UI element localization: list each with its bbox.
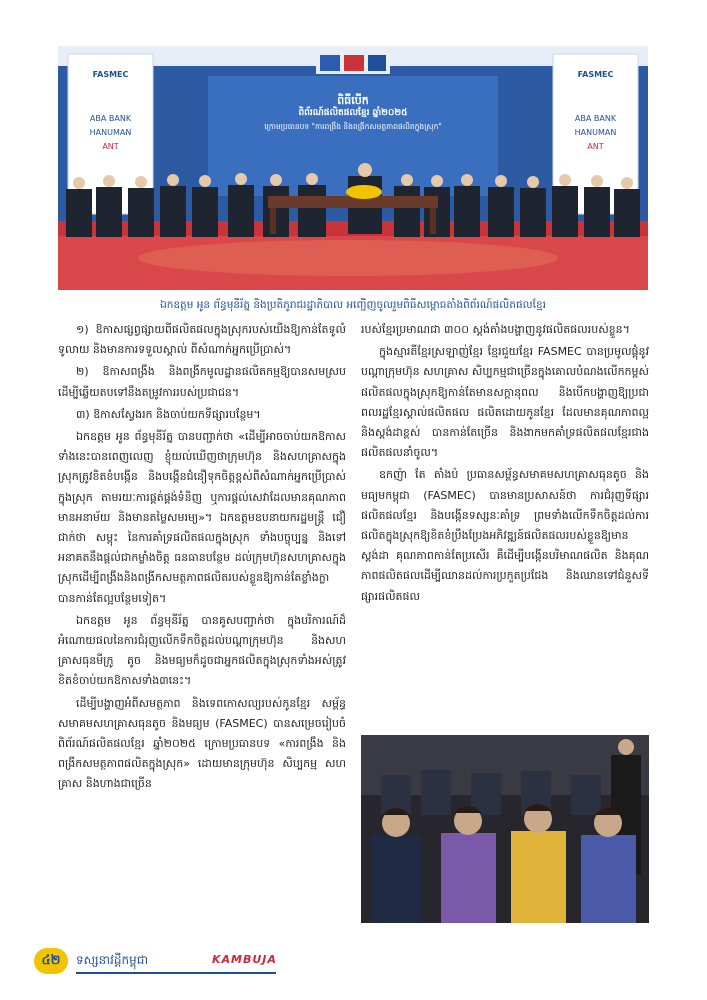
side-banner-left <box>68 68 153 154</box>
audience-photo <box>361 735 649 923</box>
article-left-column <box>58 320 346 797</box>
audience-scene-image <box>361 735 649 923</box>
left-paragraph-2: ២) ឱកាសពង្រឹង និងពង្រីកមូលដ្ឋានផលិតកម្មឱ្យបានសមស្រប ដើម្បីឆ្លើយតបទៅនឹងតម្រូវការរបស់ប្រជាជន។ <box>58 365 346 399</box>
fasmec-logo-right: FASMEC <box>577 70 614 79</box>
sponsor-hanuman: HANUMAN <box>89 128 132 137</box>
magazine-title: ទស្សនាវដ្តីកម្ពុជា <box>76 953 149 967</box>
photo-caption: ឯកឧត្តម អូន ព័ន្ធមុនីរ័ត្ន និងប្រតិភូរាជរដ្ឋាភិបាល អញ្ជើញចូលរួមពិធីសម្ពោធតាំងពិព័រណ៍ផលិតផលខ្មែរ <box>160 299 546 311</box>
article-right-column <box>361 320 649 609</box>
left-paragraph-3: ៣) ឱកាសស្វែងរក និងចាប់យកទីផ្សារបន្ថែម។ <box>76 407 261 421</box>
banner-line-3: ក្រោមប្រធានបទ "ការពង្រឹង និងពង្រីកសមត្ថភាពផលិតក្នុងស្រុក" <box>264 122 442 131</box>
banner-line-1: ពិធីបើក <box>337 94 369 107</box>
sponsor-aba: ABA BANK <box>89 114 132 123</box>
left-paragraph-5: ឯកឧត្តម អូន ព័ន្ធមុនីរ័ត្ន បានគូសបញ្ជាក់ថា ក្នុងបរិការណ៍ដ៏អំណោយផលនៃការជំរុញលើកទឹកចិត្តដល់បណ្តាក្រុមហ៊ុន និងសហគ្រាសធុនមីក្រូ តូច និងមធ្យមក៏ដូចជាអ្នកផលិតក្នុងស្រុកទាំងអស់ត្រូវខិតខំចាប់យកឱកាសទាំង៣នេះ។ <box>58 613 346 688</box>
side-banner-right <box>553 68 638 154</box>
left-paragraph-6: ដើម្បីបង្ហាញអំពីសមត្ថភាព និងទេពកោសល្យរបស់កូនខ្មែរ សម្ព័ន្ធសមាគមសហគ្រាសធុនតូច និងមធ្យម (FASMEC) បានសម្រេចរៀបចំពិព័រណ៍ផលិតផលខ្មែរ ឆ្នាំ២០២៥ ក្រោមប្រធានបទ «ការពង្រឹង និងពង្រីកសមត្ថភាពផលិតក្នុងស្រុក» ដោយមានក្រុមហ៊ុន សិប្បកម្ម សហគ្រាស និងហាងជាច្រើន <box>58 696 346 791</box>
left-paragraph-1: ១) ឱកាសផ្សព្វផ្សាយពីផលិតផលក្នុងស្រុករបស់យើងឱ្យកាន់តែទូលំទូលាយ និងមានការទទួលស្គាល់ ពីសំណាក់អ្នកប្រើប្រាស់។ <box>58 323 346 357</box>
banner-line-2: ពិព័រណ៍ផលិតផលខ្មែរ ឆ្នាំ២០២៥ <box>298 108 408 118</box>
sponsor-ant: ANT <box>102 142 119 151</box>
magazine-latin-title: KAMBUJA <box>212 953 277 966</box>
footer-divider <box>76 972 276 974</box>
sponsor-hanuman-right: HANUMAN <box>574 128 617 137</box>
right-paragraph-2: ក្នុងស្មារតីខ្មែរស្រឡាញ់ខ្មែរ ខ្មែរជួយខ្មែរ FASMEC បានប្រមូលផ្តុំនូវបណ្តាក្រុមហ៊ុន សហគ្រាស សិប្បកម្មជាច្រើនក្នុងគោលបំណងលើកកម្ពស់ផលិតផលក្នុងស្រុកឱ្យកាន់តែមានសក្តានុពល និងបើកបង្ហាញឱ្យប្រជាពលរដ្ឋខ្មែរស្គាល់ផលិតផល ផលិតដោយកូនខ្មែរ ដែលមានគុណភាពល្អ និងស្តង់ដាខ្ពស់ បានកាន់តែច្រើន និងងាកមកគាំទ្រផលិតផលខ្មែរជាងផលិតផលនាំចូល។ <box>361 345 649 460</box>
right-paragraph-3: ឧកញ៉ា តែ តាំងប៉ ប្រធានសម្ព័ន្ធសមាគមសហគ្រាសធុនតូច និងមធ្យមកម្ពុជា (FASMEC) បានមានប្រសាសន៍ថា ការជំរុញទីផ្សារផលិតផលខ្មែរ និងបង្កើនទស្សនៈគាំទ្រ ព្រមទាំងលើកទឹកចិត្តដល់ការផលិតក្នុងស្រុកឱ្យខិតខំប្រឹងប្រែងអភិវឌ្ឍន៍ផលិតផលរបស់ខ្លួនឱ្យមានស្តង់ដា គុណភាពកាន់តែប្រសើរ គឺដើម្បីបង្កើនបរិមាណផលិត និងគុណភាពផលិតផលដើម្បីឈានដល់ការប្រកួតប្រជែង និងឈានទៅជំនួសទីផ្សារផលិតផល <box>361 468 649 603</box>
stage-banner-text <box>208 94 498 133</box>
fasmec-logo: FASMEC <box>92 70 129 79</box>
sponsor-aba-right: ABA BANK <box>574 114 617 123</box>
left-paragraph-4: ឯកឧត្តម អូន ព័ន្ធមុនីរ័ត្ន បានបញ្ជាក់ថា «ដើម្បីអាចចាប់យកឱកាសទាំងនេះបានពេញលេញ ខ្ញុំយល់ឃើញថាក្រុមហ៊ុន និងសហគ្រាសក្នុងស្រុកត្រូវខិតខំបង្កើន និងបង្កើនជំនឿទុកចិត្តខ្ពស់ពីសំណាក់អ្នកប្រើប្រាស់ក្នុងស្រុក តាមរយៈការផ្គត់ផ្គង់ទំនិញ ឬការផ្តល់សេវាដែលមានគុណភាព មានអនាម័យ និងមានតម្លៃសមរម្យ»។ ឯកឧត្តមឧបនាយករដ្ឋមន្ត្រី ជឿជាក់ថា សម្ពុះ នៃការគាំទ្រផលិតផលក្នុងស្រុក ទាំងបច្ចុប្បន្ន និងទៅអនាគតនឹងផ្តល់ជាកម្លាំងចិត្ត ធនធានបន្ថែម ដល់ក្រុមហ៊ុនសហគ្រាសក្នុងស្រុកដើម្បីពង្រឹងនិងពង្រីកសមត្ថភាពផលិតរបស់ខ្លួនឱ្យកាន់តែខ្លាំងក្លាបានកាន់តែល្អបន្ថែមទៀត។ <box>58 430 346 605</box>
page-number: ៤២ <box>34 948 68 974</box>
event-photo-top <box>58 46 648 290</box>
sponsor-ant-right: ANT <box>587 142 604 151</box>
right-paragraph-1: របស់ខ្មែរប្រមាណជា ៣០០ ស្តង់តាំងបង្ហាញនូវផលិតផលរបស់ខ្លួន។ <box>361 323 630 336</box>
page-footer <box>34 948 294 978</box>
